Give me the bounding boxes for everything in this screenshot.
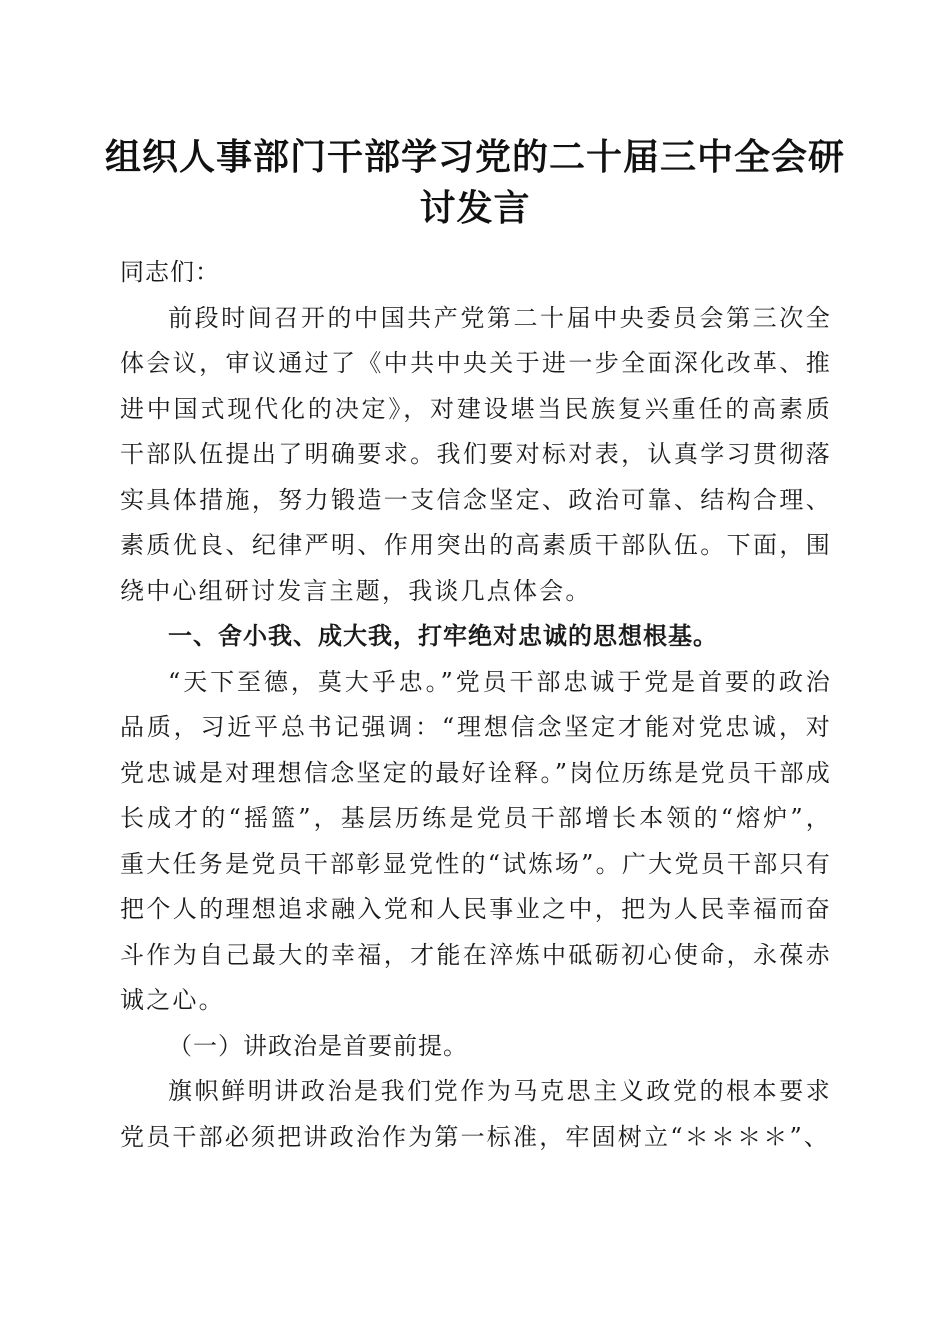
- subsection-1-paragraph: 旗帜鲜明讲政治是我们党作为马克思主义政党的根本要求党员干部必须把讲政治作为第一标准，牢固树立“＊＊＊＊”、: [120, 1077, 832, 1151]
- document-title: 组织人事部门干部学习党的二十届三中全会研讨发言: [104, 137, 845, 229]
- greeting-line: 同志们：: [120, 258, 220, 286]
- document-body: [120, 250, 832, 1160]
- section-heading-1: 一、舍小我、成大我，打牢绝对忠诚的思想根基。: [168, 622, 718, 650]
- subsection-heading-1: （一）讲政治是首要前提。: [168, 1031, 468, 1060]
- intro-paragraph: 前段时间召开的中国共产党第二十届中央委员会第三次全体会议，审议通过了《中共中央关于进一步全面深化改革、推进中国式现代化的决定》，对建设堪当民族复兴重任的高素质干部队伍提出了明确要求。我们要对标对表，认真学习贯彻落实具体措施，努力锻造一支信念坚定、政治可靠、结构合理、素质优良、纪律严明、作用突出的高素质干部队伍。下面，围绕中心组研讨发言主题，我谈几点体会。: [120, 303, 832, 605]
- section-1-paragraph: “天下至德，莫大乎忠。”党员干部忠诚于党是首要的政治品质，习近平总书记强调：“理想信念坚定才能对党忠诚，对党忠诚是对理想信念坚定的最好诠释。”岗位历练是党员干部成长成才的“摇篮”，基层历练是党员干部增长本领的“熔炉”，重大任务是党员干部彰显党性的“试炼场”。广大党员干部只有把个人的理想追求融入党和人民事业之中，把为人民幸福而奋斗作为自己最大的幸福，才能在淬炼中砥砺初心使命，永葆赤诚之心。: [120, 667, 832, 1014]
